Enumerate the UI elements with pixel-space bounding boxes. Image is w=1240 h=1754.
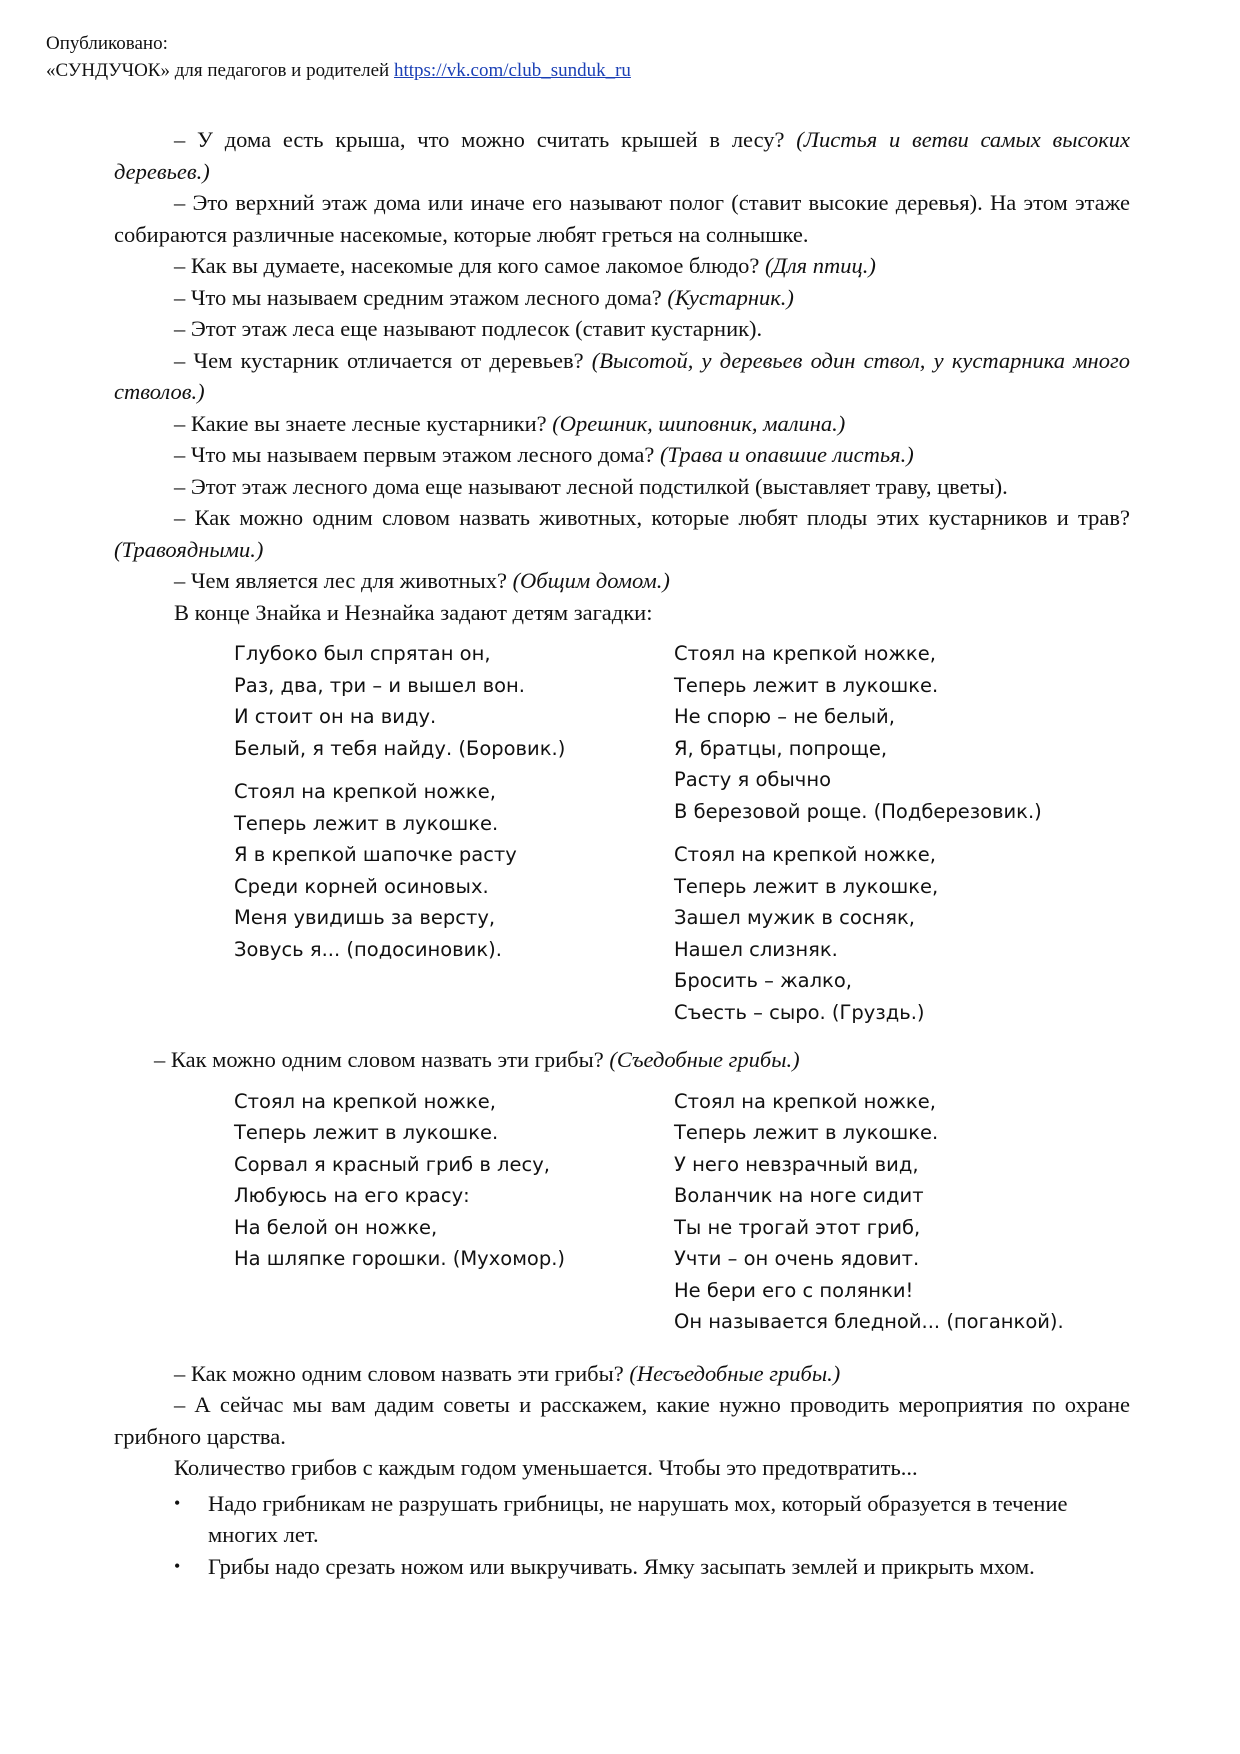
riddle-line: Любуюсь на его красу:	[234, 1184, 470, 1207]
paragraph-text: – Чем кустарник отличается от деревьев?	[174, 347, 592, 373]
paragraph-text: – Это верхний этаж дома или иначе его называют полог (ставит высокие деревья). На этом этаже собираются различные насекомые, которые любят греться на солнышке.	[114, 190, 1130, 247]
paragraph-text: Количество грибов с каждым годом уменьшается. Чтобы это предотвратить...	[174, 1455, 918, 1480]
riddle-line: Стоял на крепкой ножке,	[234, 1089, 496, 1113]
advice-list	[174, 1488, 1130, 1583]
advice-text: Грибы надо срезать ножом или выкручивать. Ямку засыпать землей и прикрыть мхом.	[208, 1553, 1035, 1579]
question-edible	[114, 1044, 1130, 1076]
paragraph-text: – Как можно одним словом назвать эти грибы?	[174, 1360, 630, 1386]
riddle-line: Бросить – жалко,	[674, 969, 852, 992]
vk-link[interactable]: https://vk.com/club_sunduk_ru	[393, 60, 631, 81]
riddle-line: Зовусь я... (подосиновик).	[234, 937, 502, 961]
riddle-line: На шляпке горошки. (Мухомор.)	[234, 1247, 566, 1270]
paragraph	[114, 313, 1130, 345]
riddle	[674, 839, 1114, 1028]
riddle-line: Среди корней осиновых.	[234, 874, 489, 898]
publisher-line	[46, 57, 631, 84]
riddle-line: Не спорю – не белый,	[674, 705, 895, 728]
published-label: Опубликовано:	[46, 33, 168, 54]
publication-header	[46, 30, 631, 84]
advice-text: Надо грибникам не разрушать грибницы, не нарушать мох, который образуется в течение многих лет.	[208, 1490, 1068, 1547]
question-edible-text: – Как можно одним словом назвать эти грибы?	[154, 1047, 610, 1072]
riddle-line: Не бери его с полянки!	[674, 1278, 914, 1302]
paragraph-text: – Что мы называем первым этажом лесного дома?	[174, 442, 660, 467]
paragraph-text: – Чем является лес для животных?	[174, 568, 513, 593]
riddle-line: Стоял на крепкой ножке,	[674, 843, 936, 866]
paragraph-answer: (Высотой, у деревьев один ствол, у кустарника много стволов.)	[114, 347, 1130, 404]
riddles-edible-right-column	[674, 638, 1114, 1040]
paragraph-text: – Какие вы знаете лесные кустарники?	[174, 410, 553, 436]
riddle-line: Съесть – сыро. (Груздь.)	[674, 1000, 925, 1024]
riddle-line: Сорвал я красный гриб в лесу,	[234, 1152, 550, 1176]
paragraph-text: – У дома есть крыша, что можно считать крышей в лесу?	[174, 127, 797, 152]
riddle	[234, 638, 674, 764]
paragraph-answer: (Орешник, шиповник, малина.)	[552, 410, 846, 436]
paragraph-text: – Этот этаж лесного дома еще называют лесной подстилкой (выставляет траву, цветы).	[174, 473, 1008, 499]
paragraph-answer: (Для птиц.)	[765, 253, 876, 278]
bullet-icon: •	[174, 1555, 181, 1576]
riddle-line: И стоит он на виду.	[234, 705, 437, 728]
riddle-line: Глубоко был спрятан он,	[234, 642, 491, 665]
riddle-line: Меня увидишь за версту,	[234, 906, 496, 929]
paragraph-text: – Этот этаж леса еще называют подлесок (ставит кустарник).	[174, 316, 763, 341]
document-body	[114, 124, 1130, 1582]
paragraph	[114, 124, 1130, 187]
paragraph-text: – А сейчас мы вам дадим советы и расскажем, какие нужно проводить мероприятия по охране грибного царства.	[114, 1392, 1130, 1449]
riddle-line: Зашел мужик в сосняк,	[674, 906, 915, 929]
riddle-line: У него невзрачный вид,	[674, 1152, 919, 1176]
riddle	[234, 1086, 674, 1275]
riddle-line: Раз, два, три – и вышел вон.	[234, 673, 525, 697]
riddle-line: Он называется бледной... (поганкой).	[674, 1310, 1064, 1333]
riddle	[674, 1086, 1114, 1338]
paragraph	[114, 565, 1130, 597]
riddle-line: Стоял на крепкой ножке,	[234, 780, 496, 803]
paragraph	[114, 1389, 1130, 1452]
riddle-line: Теперь лежит в лукошке.	[234, 811, 499, 835]
paragraph-answer: (Листья и ветви самых высоких деревьев.)	[114, 127, 1130, 184]
paragraph	[114, 1358, 1130, 1390]
paragraph	[114, 282, 1130, 314]
riddle-line: Белый, я тебя найду. (Боровик.)	[234, 736, 566, 760]
paragraph	[114, 597, 1130, 629]
riddle-line: Теперь лежит в лукошке,	[674, 874, 939, 898]
advice-item	[174, 1551, 1130, 1583]
question-edible-answer: (Съедобные грибы.)	[609, 1047, 800, 1072]
riddle-line: Ты не трогай этот гриб,	[674, 1215, 921, 1239]
riddles-poisonous	[234, 1086, 1130, 1350]
paragraph-answer: (Травоядными.)	[114, 536, 264, 562]
paragraph	[114, 250, 1130, 282]
publisher-name: «СУНДУЧОК» для педагогов и родителей	[46, 60, 390, 81]
riddle-line: Теперь лежит в лукошке.	[674, 673, 939, 697]
paragraph-answer: (Кустарник.)	[667, 284, 794, 310]
riddle-line: На белой он ножке,	[234, 1215, 438, 1239]
paragraph-answer: (Несъедобные грибы.)	[629, 1360, 841, 1386]
paragraph	[114, 471, 1130, 503]
riddle-line: Нашел слизняк.	[674, 937, 838, 961]
paragraph	[114, 502, 1130, 565]
riddle-line: Воланчик на ноге сидит	[674, 1184, 924, 1207]
riddle-line: Теперь лежит в лукошке.	[234, 1121, 499, 1144]
riddle-line: Учти – он очень ядовит.	[674, 1247, 920, 1270]
paragraph-text: – Как вы думаете, насекомые для кого самое лакомое блюдо?	[174, 253, 766, 278]
riddle-line: Стоял на крепкой ножке,	[674, 642, 936, 665]
riddles-edible	[234, 638, 1130, 1040]
riddle-line: В березовой роще. (Подберезовик.)	[674, 799, 1042, 823]
riddle-line: Теперь лежит в лукошке.	[674, 1121, 939, 1144]
dialogue-bottom	[114, 1358, 1130, 1484]
riddles-poisonous-left-column	[234, 1086, 674, 1350]
bullet-icon: •	[174, 1492, 181, 1513]
riddle-line: Я, братцы, попроще,	[674, 736, 888, 760]
riddles-edible-left-column	[234, 638, 674, 1040]
paragraph	[114, 1452, 1130, 1484]
paragraph-answer: (Трава и опавшие листья.)	[659, 442, 914, 467]
paragraph	[114, 345, 1130, 408]
paragraph-answer: (Общим домом.)	[512, 568, 670, 593]
riddle-line: Расту я обычно	[674, 768, 832, 791]
paragraph-text: – Что мы называем средним этажом лесного дома?	[174, 284, 668, 310]
paragraph	[114, 439, 1130, 471]
paragraph-text: В конце Знайка и Незнайка задают детям загадки:	[174, 599, 653, 625]
riddles-poisonous-right-column	[674, 1086, 1114, 1350]
dialogue-top	[114, 124, 1130, 628]
riddle	[234, 776, 674, 965]
riddle-line: Я в крепкой шапочке расту	[234, 843, 517, 866]
advice-item	[174, 1488, 1130, 1551]
riddle-line: Стоял на крепкой ножке,	[674, 1089, 936, 1113]
riddle	[674, 638, 1114, 827]
paragraph-text: – Как можно одним словом назвать животных, которые любят плоды этих кустарников и трав?	[174, 505, 1130, 530]
paragraph	[114, 187, 1130, 250]
paragraph	[114, 408, 1130, 440]
